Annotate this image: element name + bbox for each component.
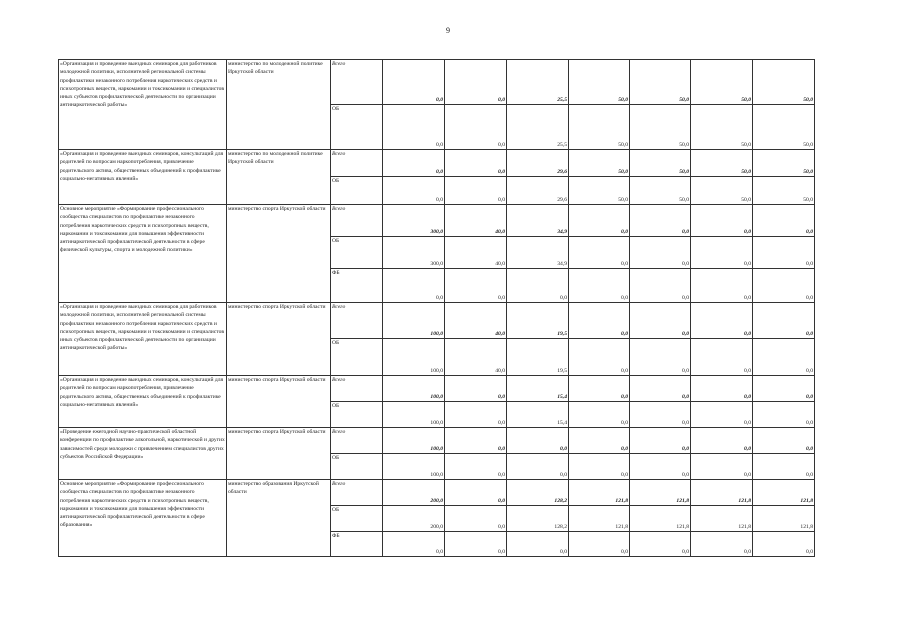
funding-source-cell: ФБ bbox=[331, 269, 383, 303]
amount-cell: 29,6 bbox=[507, 150, 569, 177]
page-number: 9 bbox=[446, 26, 450, 35]
amount-cell: 50,0 bbox=[630, 105, 691, 150]
amount-cell: 0,0 bbox=[630, 454, 691, 480]
amount-cell: 40,0 bbox=[445, 205, 507, 237]
amount-cell: 0,0 bbox=[630, 428, 691, 454]
funding-source-cell: Всего bbox=[331, 303, 383, 339]
funding-source-cell: ОБ bbox=[331, 339, 383, 376]
amount-cell: 50,0 bbox=[691, 60, 753, 105]
amount-cell: 0,0 bbox=[383, 177, 445, 205]
amount-cell: 0,0 bbox=[569, 237, 630, 269]
amount-cell: 100,0 bbox=[383, 454, 445, 480]
amount-cell: 0,0 bbox=[445, 506, 507, 532]
amount-cell: 0,0 bbox=[630, 532, 691, 557]
table-row bbox=[59, 480, 815, 506]
amount-cell: 0,0 bbox=[691, 376, 753, 402]
amount-cell: 0,0 bbox=[630, 402, 691, 428]
amount-cell: 0,0 bbox=[445, 480, 507, 506]
amount-cell: 0,0 bbox=[753, 205, 815, 237]
amount-cell: 0,0 bbox=[630, 339, 691, 376]
amount-cell: 0,0 bbox=[445, 402, 507, 428]
amount-cell: 40,0 bbox=[445, 303, 507, 339]
event-name-cell: «Организация и проведение выездных семинаров для работников молодежной политики, исполнителей региональной системы профилактики незаконного потребления наркотических средств и психотропных веществ, наркомании и токсикомании и специалистов иных субъектов профилактической деятельности по организации антинаркотической работы» bbox=[59, 303, 227, 376]
amount-cell: 121,8 bbox=[753, 480, 815, 506]
amount-cell: 40,0 bbox=[445, 339, 507, 376]
amount-cell: 0,0 bbox=[691, 269, 753, 303]
funding-source-cell: Всего bbox=[331, 60, 383, 105]
amount-cell: 100,0 bbox=[383, 339, 445, 376]
amount-cell: 50,0 bbox=[569, 177, 630, 205]
amount-cell: 0,0 bbox=[507, 428, 569, 454]
amount-cell: 0,0 bbox=[445, 376, 507, 402]
amount-cell: 0,0 bbox=[383, 150, 445, 177]
event-name-cell: Основное мероприятие «Формирование профессионального сообщества специалистов по профилактике незаконного потребления наркотических средств и психотропных веществ, наркомании и токсикомании для повышения эффективности антинаркотической профилактической деятельности в сфере образования» bbox=[59, 480, 227, 557]
table-row bbox=[59, 205, 815, 237]
funding-source-cell: ОБ bbox=[331, 402, 383, 428]
amount-cell: 19,5 bbox=[507, 339, 569, 376]
amount-cell: 121,8 bbox=[630, 480, 691, 506]
amount-cell: 0,0 bbox=[445, 105, 507, 150]
amount-cell: 0,0 bbox=[569, 303, 630, 339]
amount-cell: 0,0 bbox=[630, 237, 691, 269]
executor-cell: министерство по молодежной политике Иркутской области bbox=[227, 150, 331, 205]
table-row bbox=[59, 150, 815, 177]
amount-cell: 0,0 bbox=[507, 269, 569, 303]
amount-cell: 0,0 bbox=[691, 237, 753, 269]
executor-cell: министерство спорта Иркутской области bbox=[227, 376, 331, 428]
amount-cell: 0,0 bbox=[445, 60, 507, 105]
amount-cell: 0,0 bbox=[691, 402, 753, 428]
funding-source-cell: Всего bbox=[331, 376, 383, 402]
amount-cell: 29,6 bbox=[507, 177, 569, 205]
amount-cell: 100,0 bbox=[383, 303, 445, 339]
amount-cell: 0,0 bbox=[753, 532, 815, 557]
amount-cell: 300,0 bbox=[383, 237, 445, 269]
table-row bbox=[59, 303, 815, 339]
amount-cell: 121,8 bbox=[630, 506, 691, 532]
amount-cell: 0,0 bbox=[445, 269, 507, 303]
amount-cell: 128,2 bbox=[507, 506, 569, 532]
amount-cell: 121,8 bbox=[569, 480, 630, 506]
funding-source-cell: Всего bbox=[331, 150, 383, 177]
amount-cell: 0,0 bbox=[753, 376, 815, 402]
executor-cell: министерство образования Иркутской области bbox=[227, 480, 331, 557]
amount-cell: 200,0 bbox=[383, 480, 445, 506]
funding-source-cell: Всего bbox=[331, 428, 383, 454]
event-name-cell: Основное мероприятие «Формирование профессионального сообщества специалистов по профилактике незаконного потребления наркотических средств и психотропных веществ, наркомании и токсикомании для повышения эффективности антинаркотической профилактической деятельности в сфере физической культуры, спорта и молодежной политики» bbox=[59, 205, 227, 303]
table-row bbox=[59, 376, 815, 402]
amount-cell: 121,8 bbox=[753, 506, 815, 532]
amount-cell: 0,0 bbox=[445, 150, 507, 177]
amount-cell: 50,0 bbox=[569, 150, 630, 177]
amount-cell: 50,0 bbox=[569, 60, 630, 105]
amount-cell: 50,0 bbox=[753, 105, 815, 150]
amount-cell: 0,0 bbox=[753, 402, 815, 428]
amount-cell: 19,5 bbox=[507, 303, 569, 339]
amount-cell: 0,0 bbox=[507, 532, 569, 557]
executor-cell: министерство спорта Иркутской области bbox=[227, 303, 331, 376]
amount-cell: 0,0 bbox=[691, 303, 753, 339]
amount-cell: 0,0 bbox=[753, 454, 815, 480]
event-name-cell: «Организация и проведение выездных семинаров, консультаций для родителей по вопросам наркопотребления, привлечение родительского актива, общественных объединений к профилактике социально-негативных явлений» bbox=[59, 376, 227, 428]
amount-cell: 50,0 bbox=[691, 177, 753, 205]
funding-source-cell: ОБ bbox=[331, 454, 383, 480]
amount-cell: 0,0 bbox=[569, 269, 630, 303]
funding-source-cell: ОБ bbox=[331, 506, 383, 532]
table-row bbox=[59, 428, 815, 454]
amount-cell: 0,0 bbox=[630, 376, 691, 402]
amount-cell: 0,0 bbox=[691, 205, 753, 237]
amount-cell: 25,5 bbox=[507, 105, 569, 150]
funding-source-cell: ОБ bbox=[331, 105, 383, 150]
amount-cell: 121,8 bbox=[691, 506, 753, 532]
amount-cell: 0,0 bbox=[569, 205, 630, 237]
executor-cell: министерство спорта Иркутской области bbox=[227, 205, 331, 303]
amount-cell: 0,0 bbox=[630, 303, 691, 339]
funding-source-cell: Всего bbox=[331, 205, 383, 237]
amount-cell: 0,0 bbox=[445, 428, 507, 454]
amount-cell: 0,0 bbox=[691, 339, 753, 376]
amount-cell: 25,5 bbox=[507, 60, 569, 105]
amount-cell: 0,0 bbox=[383, 269, 445, 303]
amount-cell: 0,0 bbox=[691, 532, 753, 557]
amount-cell: 121,8 bbox=[691, 480, 753, 506]
amount-cell: 100,0 bbox=[383, 376, 445, 402]
amount-cell: 50,0 bbox=[569, 105, 630, 150]
amount-cell: 15,4 bbox=[507, 376, 569, 402]
funding-source-cell: Всего bbox=[331, 480, 383, 506]
funding-source-cell: ОБ bbox=[331, 237, 383, 269]
funding-table bbox=[58, 59, 815, 557]
event-name-cell: «Организация и проведение выездных семинаров, консультаций для родителей по вопросам наркопотребления, привлечение родительского актива, общественных объединений к профилактике социально-негативных явлений» bbox=[59, 150, 227, 205]
amount-cell: 15,4 bbox=[507, 402, 569, 428]
amount-cell: 0,0 bbox=[445, 454, 507, 480]
amount-cell: 121,8 bbox=[569, 506, 630, 532]
amount-cell: 0,0 bbox=[753, 339, 815, 376]
event-name-cell: «Организация и проведение выездных семинаров для работников молодежной политики, исполнителей региональной системы профилактики незаконного потребления наркотических средств и психотропных веществ, наркомании и токсикомании и специалистов иных субъектов профилактической деятельности по организации антинаркотической работы» bbox=[59, 60, 227, 150]
amount-cell: 34,9 bbox=[507, 237, 569, 269]
amount-cell: 0,0 bbox=[569, 376, 630, 402]
amount-cell: 300,0 bbox=[383, 205, 445, 237]
amount-cell: 0,0 bbox=[445, 532, 507, 557]
amount-cell: 0,0 bbox=[383, 532, 445, 557]
amount-cell: 0,0 bbox=[753, 237, 815, 269]
amount-cell: 50,0 bbox=[630, 177, 691, 205]
amount-cell: 200,0 bbox=[383, 506, 445, 532]
amount-cell: 50,0 bbox=[753, 177, 815, 205]
amount-cell: 0,0 bbox=[569, 532, 630, 557]
amount-cell: 0,0 bbox=[569, 402, 630, 428]
amount-cell: 0,0 bbox=[630, 269, 691, 303]
amount-cell: 0,0 bbox=[630, 205, 691, 237]
amount-cell: 0,0 bbox=[691, 454, 753, 480]
amount-cell: 0,0 bbox=[445, 177, 507, 205]
amount-cell: 50,0 bbox=[630, 150, 691, 177]
amount-cell: 128,2 bbox=[507, 480, 569, 506]
amount-cell: 0,0 bbox=[569, 428, 630, 454]
amount-cell: 0,0 bbox=[691, 428, 753, 454]
amount-cell: 0,0 bbox=[753, 428, 815, 454]
event-name-cell: «Проведение ежегодной научно-практической областной конференции по профилактике алкогольной, наркотической и других зависимостей среди молодежи с привлечением специалистов других субъектов Российской Федерации» bbox=[59, 428, 227, 480]
amount-cell: 34,9 bbox=[507, 205, 569, 237]
amount-cell: 0,0 bbox=[753, 303, 815, 339]
funding-source-cell: ОБ bbox=[331, 177, 383, 205]
executor-cell: министерство спорта Иркутской области bbox=[227, 428, 331, 480]
amount-cell: 50,0 bbox=[691, 105, 753, 150]
amount-cell: 100,0 bbox=[383, 402, 445, 428]
amount-cell: 50,0 bbox=[753, 60, 815, 105]
amount-cell: 0,0 bbox=[569, 339, 630, 376]
amount-cell: 0,0 bbox=[507, 454, 569, 480]
amount-cell: 100,0 bbox=[383, 428, 445, 454]
amount-cell: 50,0 bbox=[630, 60, 691, 105]
amount-cell: 0,0 bbox=[383, 105, 445, 150]
amount-cell: 50,0 bbox=[753, 150, 815, 177]
amount-cell: 40,0 bbox=[445, 237, 507, 269]
executor-cell: министерство по молодежной политике Иркутской области bbox=[227, 60, 331, 150]
amount-cell: 0,0 bbox=[753, 269, 815, 303]
funding-source-cell: ФБ bbox=[331, 532, 383, 557]
amount-cell: 0,0 bbox=[383, 60, 445, 105]
table-row bbox=[59, 60, 815, 105]
amount-cell: 0,0 bbox=[569, 454, 630, 480]
amount-cell: 50,0 bbox=[691, 150, 753, 177]
